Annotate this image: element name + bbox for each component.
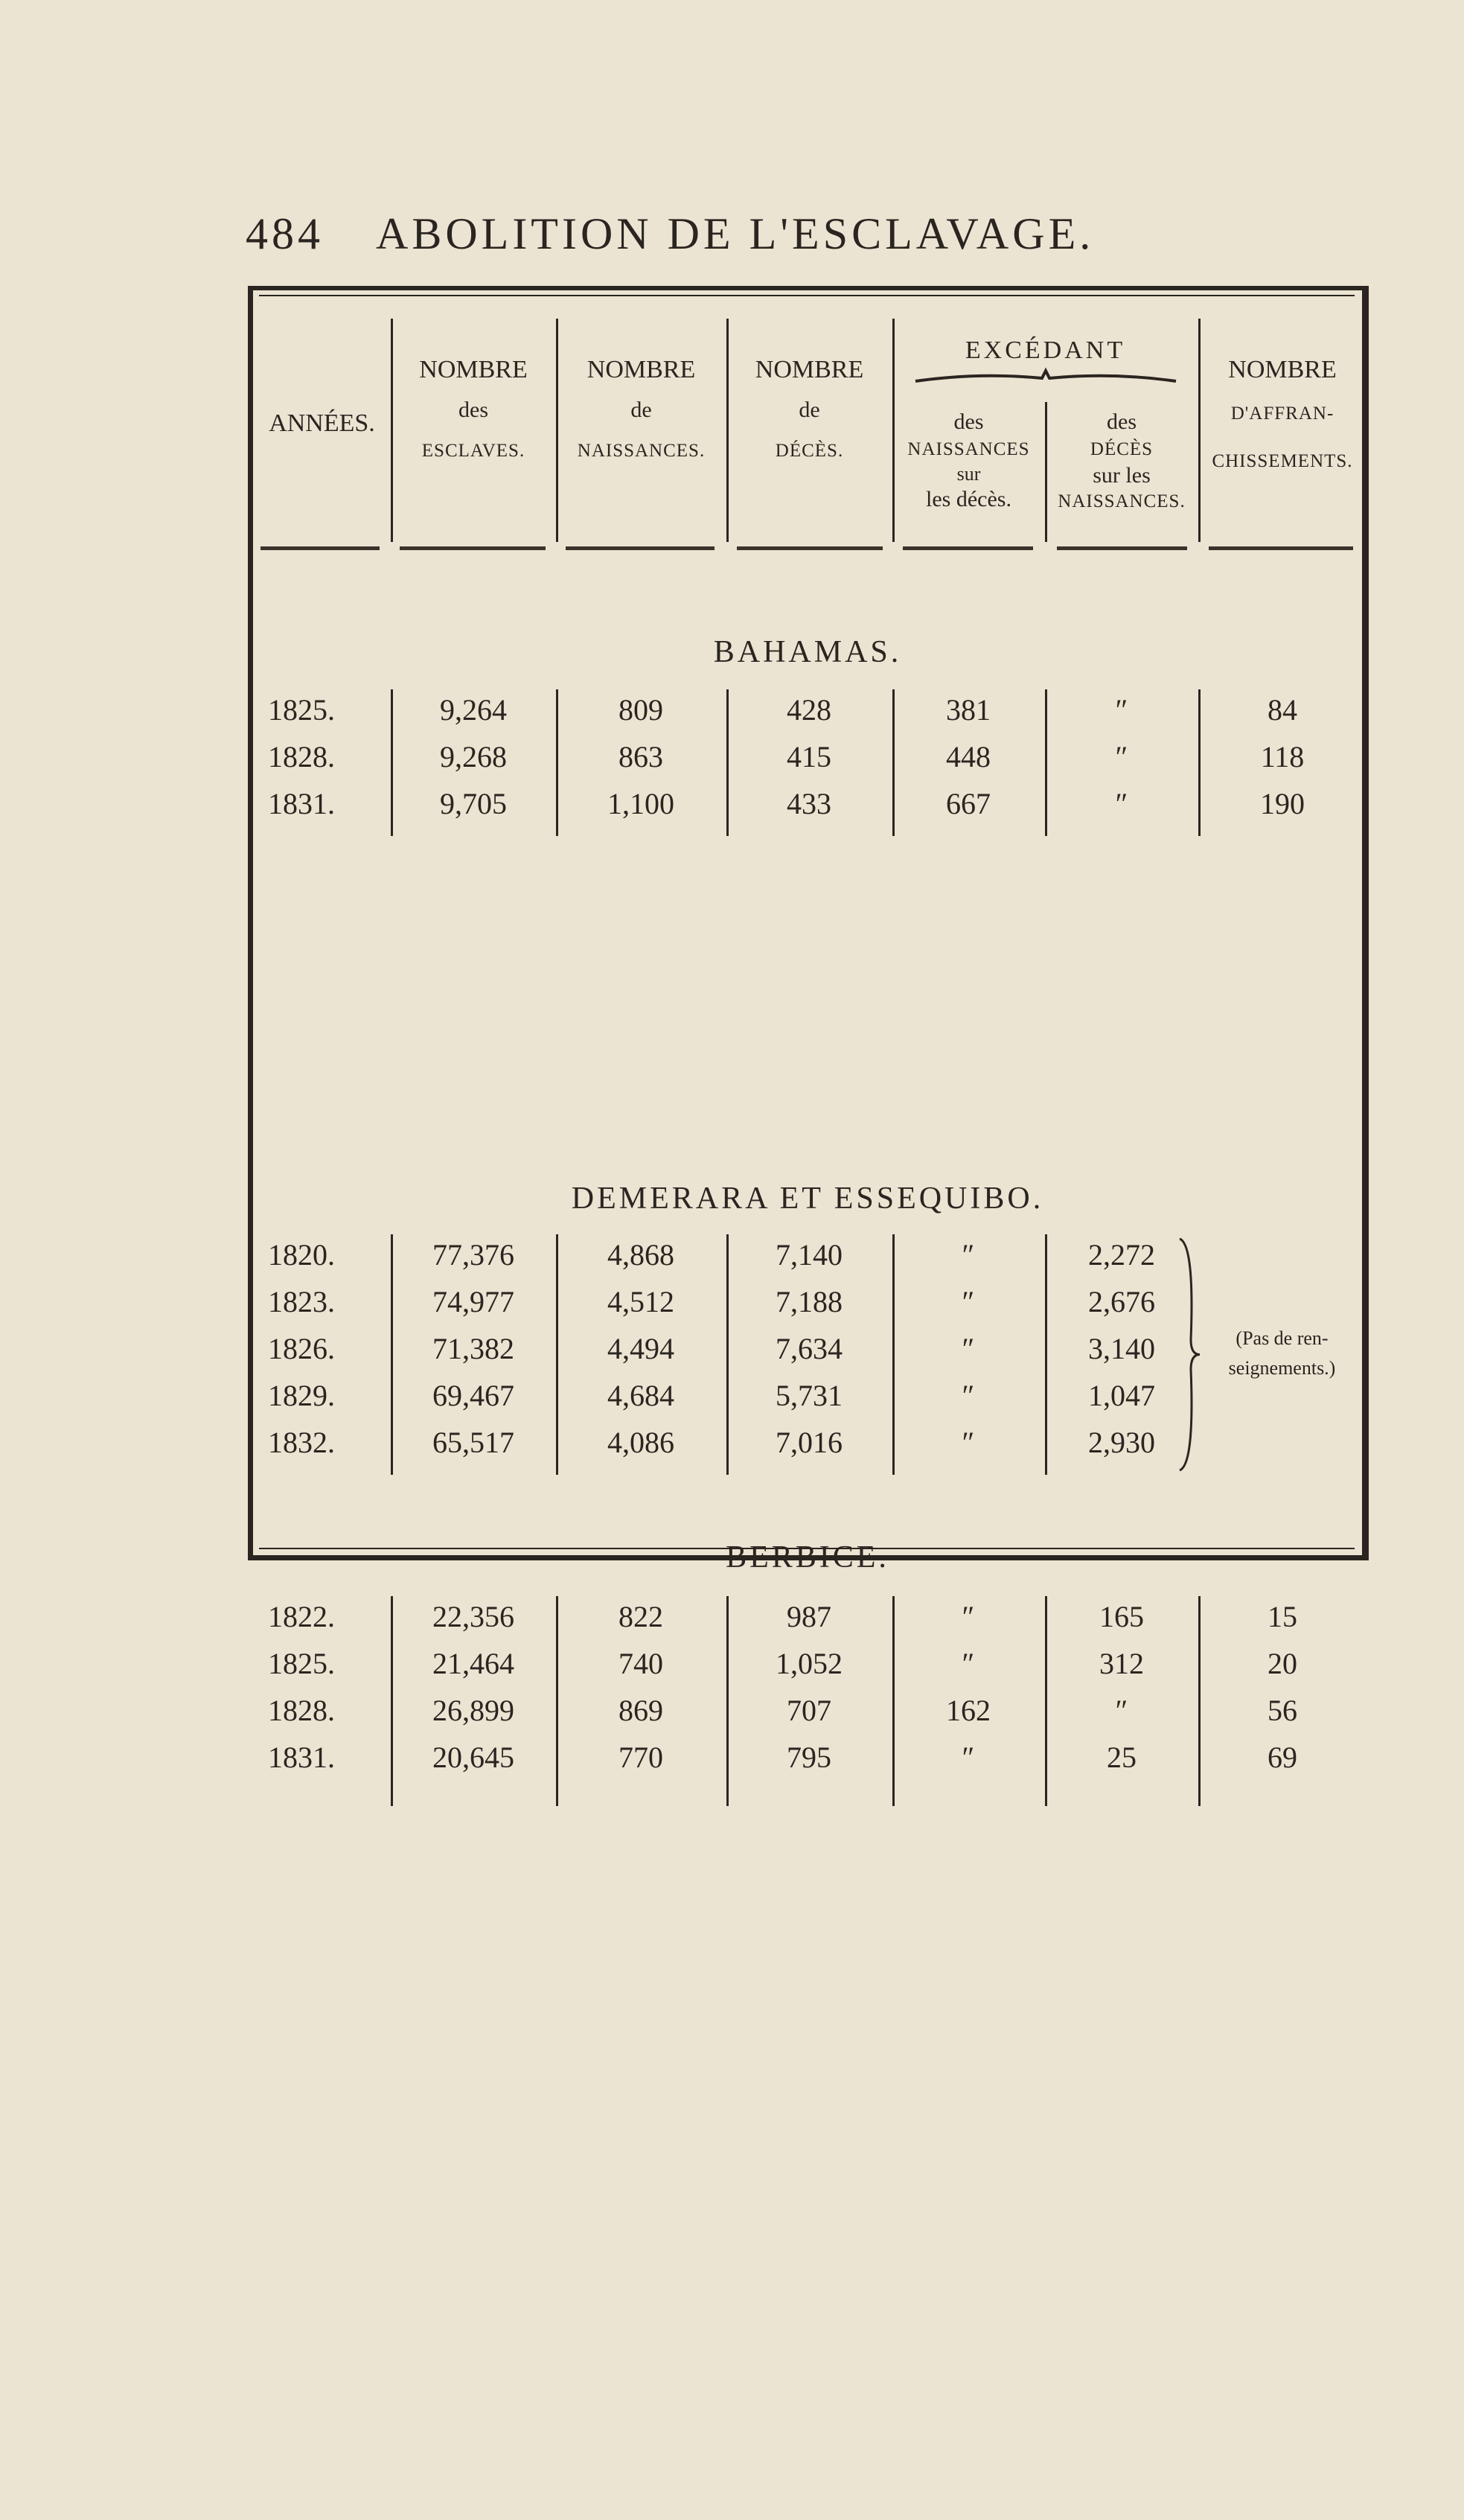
value-cell: 20 xyxy=(1268,1647,1297,1680)
year-cell: 1828. xyxy=(268,1694,335,1727)
page-title: ABOLITION DE L'ESCLAVAGE. xyxy=(376,209,1095,258)
value-cell: 84 xyxy=(1268,693,1297,727)
value-cell: ″ xyxy=(1115,740,1128,773)
col-divider xyxy=(391,689,393,836)
header-rule xyxy=(1057,546,1187,550)
value-cell: 433 xyxy=(787,787,831,820)
value-cell: 448 xyxy=(946,740,991,773)
value-cell: 71,382 xyxy=(432,1332,514,1365)
col-divider xyxy=(726,1596,729,1806)
right-brace-icon xyxy=(1176,1237,1206,1472)
value-cell: 2,676 xyxy=(1088,1285,1155,1318)
col-header-annees: ANNÉES. xyxy=(269,409,375,437)
value-cell: 21,464 xyxy=(432,1647,514,1680)
value-cell: 863 xyxy=(618,740,663,773)
value-cell: 5,731 xyxy=(776,1379,843,1412)
value-cell: 7,016 xyxy=(776,1426,843,1459)
value-cell: 869 xyxy=(618,1694,663,1727)
value-cell: ″ xyxy=(962,1285,975,1318)
value-cell: 381 xyxy=(946,693,991,727)
value-cell: 667 xyxy=(946,787,991,820)
year-cell: 1820. xyxy=(268,1238,335,1272)
value-cell: 65,517 xyxy=(432,1426,514,1459)
section-title: BERBICE. xyxy=(726,1540,889,1575)
col-header-naissances: NOMBRE de NAISSANCES. xyxy=(577,356,706,461)
right-brace-path xyxy=(1180,1239,1200,1470)
value-cell: 4,684 xyxy=(607,1379,674,1412)
note-line: seignements.) xyxy=(1228,1356,1336,1379)
col-header-exc-naissances: des NAISSANCES sur les décès. xyxy=(907,409,1030,511)
value-cell: 987 xyxy=(787,1600,831,1633)
col-divider xyxy=(726,1234,729,1475)
value-cell: 428 xyxy=(787,693,831,727)
year-cell: 1831. xyxy=(268,1741,335,1774)
value-cell: ″ xyxy=(962,1332,975,1365)
col-header-affranchissements: NOMBRE D'AFFRAN- CHISSEMENTS. xyxy=(1212,356,1353,471)
value-cell: ″ xyxy=(962,1238,975,1272)
year-cell: 1828. xyxy=(268,740,335,773)
header-rule xyxy=(737,546,883,550)
col-divider xyxy=(556,689,558,836)
value-cell: 56 xyxy=(1268,1694,1297,1727)
value-cell: 795 xyxy=(787,1741,831,1774)
header-rule xyxy=(1209,546,1353,550)
value-cell: 162 xyxy=(946,1694,991,1727)
value-cell: 2,272 xyxy=(1088,1238,1155,1272)
col-header-esclaves: NOMBRE des ESCLAVES. xyxy=(419,356,528,461)
value-cell: 4,512 xyxy=(607,1285,674,1318)
value-cell: ″ xyxy=(1115,693,1128,727)
note-text xyxy=(1202,1324,1362,1383)
value-cell: 118 xyxy=(1260,740,1305,773)
col-header-exc-deces: des DÉCÈS sur les NAISSANCES. xyxy=(1058,409,1186,511)
year-cell: 1832. xyxy=(268,1426,335,1459)
value-cell: 7,634 xyxy=(776,1332,843,1365)
value-cell: 20,645 xyxy=(432,1741,514,1774)
header-rule xyxy=(260,546,380,550)
value-cell: 9,268 xyxy=(440,740,507,773)
note-line: (Pas de ren- xyxy=(1236,1327,1329,1349)
value-cell: ″ xyxy=(1115,787,1128,820)
page-header xyxy=(246,208,1094,260)
section-title: DEMERARA ET ESSEQUIBO. xyxy=(571,1181,1044,1216)
value-cell: 15 xyxy=(1268,1600,1297,1633)
excedant-brace xyxy=(912,365,1180,387)
value-cell: 22,356 xyxy=(432,1600,514,1633)
value-cell: ″ xyxy=(1115,1694,1128,1727)
value-cell: 312 xyxy=(1099,1647,1144,1680)
value-cell: 4,494 xyxy=(607,1332,674,1365)
value-cell: 77,376 xyxy=(432,1238,514,1272)
value-cell: 1,100 xyxy=(607,787,674,820)
value-cell: ″ xyxy=(962,1379,975,1412)
col-divider xyxy=(1198,1596,1201,1806)
year-cell: 1831. xyxy=(268,787,335,820)
section-title: BAHAMAS. xyxy=(713,635,902,669)
value-cell: 165 xyxy=(1099,1600,1144,1633)
value-cell: 770 xyxy=(618,1741,663,1774)
value-cell: ″ xyxy=(962,1426,975,1459)
year-cell: 1823. xyxy=(268,1285,335,1318)
value-cell: 74,977 xyxy=(432,1285,514,1318)
value-cell: 7,140 xyxy=(776,1238,843,1272)
value-cell: ″ xyxy=(962,1600,975,1633)
col-divider xyxy=(556,1234,558,1475)
year-cell: 1829. xyxy=(268,1379,335,1412)
value-cell: 2,930 xyxy=(1088,1426,1155,1459)
col-divider xyxy=(391,1234,393,1475)
value-cell: 25 xyxy=(1107,1741,1137,1774)
year-cell: 1826. xyxy=(268,1332,335,1365)
header-rule xyxy=(566,546,715,550)
value-cell: ″ xyxy=(962,1647,975,1680)
value-cell: 9,264 xyxy=(440,693,507,727)
col-divider xyxy=(726,689,729,836)
col-divider xyxy=(1198,689,1201,836)
table-top-rule xyxy=(259,295,1355,296)
col-divider xyxy=(391,1596,393,1806)
year-cell: 1822. xyxy=(268,1600,335,1633)
col-header-deces: NOMBRE de DÉCÈS. xyxy=(755,356,864,461)
col-divider xyxy=(556,1596,558,1806)
value-cell: 3,140 xyxy=(1088,1332,1155,1365)
value-cell: 4,086 xyxy=(607,1426,674,1459)
header-rule xyxy=(903,546,1033,550)
year-cell: 1825. xyxy=(268,693,335,727)
value-cell: 1,047 xyxy=(1088,1379,1155,1412)
value-cell: 4,868 xyxy=(607,1238,674,1272)
year-cell: 1825. xyxy=(268,1647,335,1680)
col-header-excedant: EXCÉDANT xyxy=(892,336,1198,387)
value-cell: 69,467 xyxy=(432,1379,514,1412)
value-cell: 822 xyxy=(618,1600,663,1633)
value-cell: 9,705 xyxy=(440,787,507,820)
value-cell: 7,188 xyxy=(776,1285,843,1318)
value-cell: 740 xyxy=(618,1647,663,1680)
statistics-table xyxy=(248,286,1369,1774)
value-cell: 809 xyxy=(618,693,663,727)
value-cell: 26,899 xyxy=(432,1694,514,1727)
value-cell: 1,052 xyxy=(776,1647,843,1680)
value-cell: ″ xyxy=(962,1741,975,1774)
value-cell: 190 xyxy=(1260,787,1305,820)
value-cell: 415 xyxy=(787,740,831,773)
header-rule xyxy=(400,546,546,550)
value-cell: 69 xyxy=(1268,1741,1297,1774)
page-number: 484 xyxy=(246,209,324,258)
value-cell: 707 xyxy=(787,1694,831,1727)
